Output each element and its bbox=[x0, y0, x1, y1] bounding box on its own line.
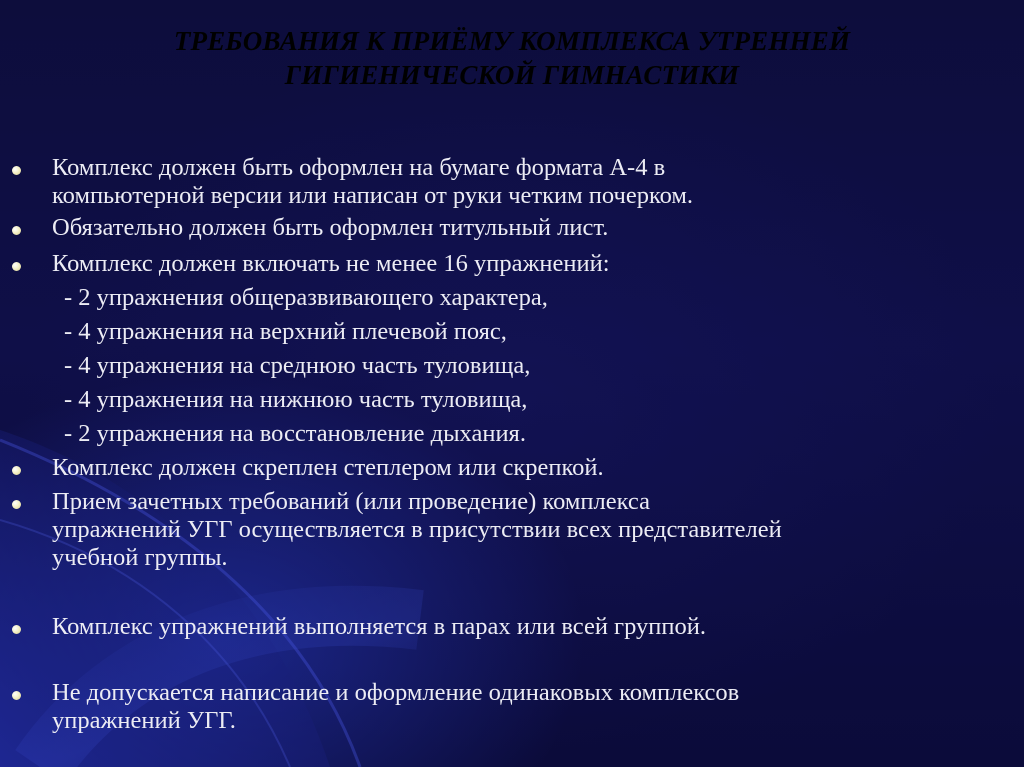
title-line-1: ТРЕБОВАНИЯ К ПРИЁМУ КОМПЛЕКСА УТРЕННЕЙ bbox=[173, 26, 851, 56]
list-item-line: Не допускается написание и оформление одинаковых комплексов bbox=[52, 679, 740, 706]
list-item-line: учебной группы. bbox=[52, 544, 228, 571]
list-item bbox=[52, 214, 1012, 242]
list-item bbox=[52, 613, 1012, 641]
sub-list-item: - 2 упражнения на восстановление дыхания. bbox=[64, 420, 526, 447]
list-item-line: упражнений УГГ. bbox=[52, 707, 236, 734]
list-item-line: Комплекс должен быть оформлен на бумаге формата А-4 в bbox=[52, 154, 666, 181]
bullet-dot bbox=[12, 625, 21, 634]
list-item bbox=[52, 250, 1012, 278]
sub-list-item: - 4 упражнения на верхний плечевой пояс, bbox=[64, 318, 507, 345]
list-item-line: Прием зачетных требований (или проведение) комплекса bbox=[52, 488, 650, 515]
bullet-dot bbox=[12, 166, 21, 175]
list-item bbox=[52, 679, 1012, 735]
list-item-line: Комплекс упражнений выполняется в парах или всей группой. bbox=[52, 613, 706, 640]
list-item-line: Комплекс должен скреплен степлером или скрепкой. bbox=[52, 454, 604, 481]
list-item-line: Комплекс должен включать не менее 16 упражнений: bbox=[52, 250, 610, 277]
list-item-line: компьютерной версии или написан от руки четким почерком. bbox=[52, 182, 694, 209]
bullet-dot bbox=[12, 226, 21, 235]
sub-list-item: - 2 упражнения общеразвивающего характера, bbox=[64, 284, 548, 311]
bullet-dot bbox=[12, 466, 21, 475]
list-item-line: упражнений УГГ осуществляется в присутствии всех представителей bbox=[52, 516, 782, 543]
bullet-dot bbox=[12, 262, 21, 271]
sub-list-item: - 4 упражнения на нижнюю часть туловища, bbox=[64, 386, 528, 413]
sub-list-item: - 4 упражнения на среднюю часть туловища, bbox=[64, 352, 531, 379]
list-item bbox=[52, 454, 1012, 482]
list-item-line: Обязательно должен быть оформлен титульный лист. bbox=[52, 214, 609, 241]
bullet-dot bbox=[12, 500, 21, 509]
bullet-dot bbox=[12, 691, 21, 700]
list-item bbox=[52, 488, 1012, 572]
list-item bbox=[52, 154, 1012, 210]
title-line-2: ГИГИЕНИЧЕСКОЙ ГИМНАСТИКИ bbox=[284, 60, 740, 90]
